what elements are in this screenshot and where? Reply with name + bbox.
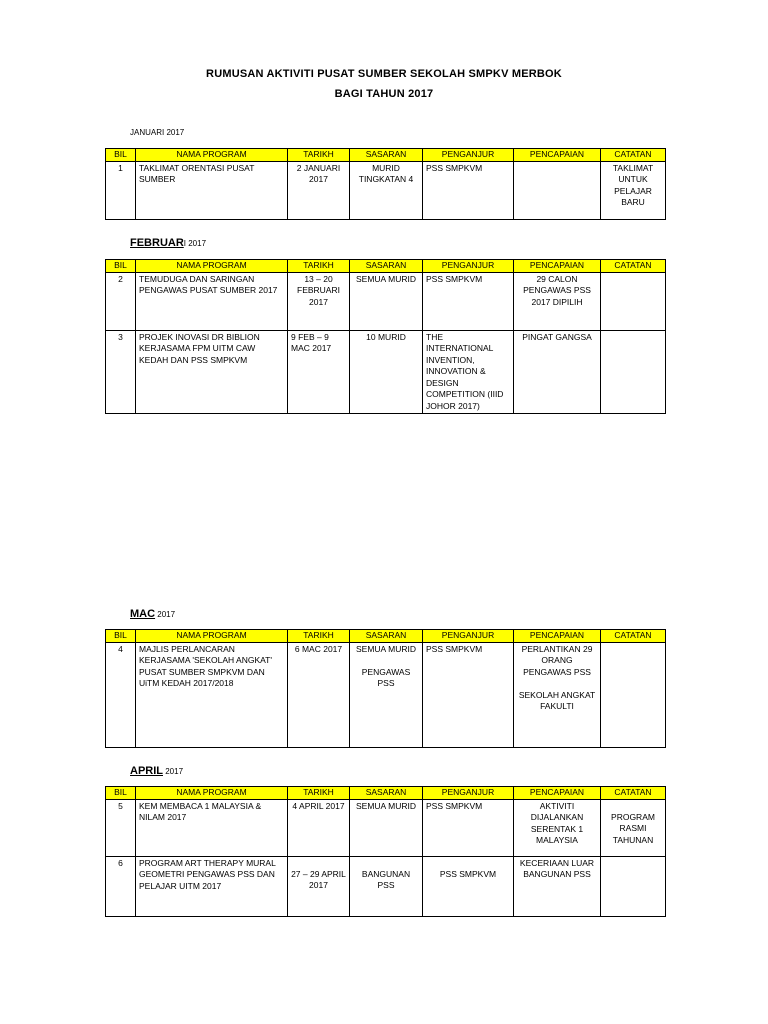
- cell-tarikh: 2 JANUARI 2017: [288, 161, 350, 219]
- cell-penganjur: PSS SMPKVM: [423, 799, 514, 856]
- header-nama-program: NAMA PROGRAM: [136, 787, 288, 800]
- month-label-januari: [130, 128, 184, 137]
- cell-bil: 2: [106, 272, 136, 330]
- cell-catatan: [601, 856, 666, 916]
- cell-program: PROJEK INOVASI DR BIBLION KERJASAMA FPM UITM CAW KEDAH DAN PSS SMPKVM: [136, 330, 288, 414]
- cell-program: KEM MEMBACA 1 MALAYSIA & NILAM 2017: [136, 799, 288, 856]
- header-catatan: CATATAN: [601, 630, 666, 643]
- header-sasaran: SASARAN: [350, 787, 423, 800]
- cell-program: PROGRAM ART THERAPY MURAL GEOMETRI PENGAWAS PSS DAN PELAJAR UITM 2017: [136, 856, 288, 916]
- cell-sasaran: BANGUNAN PSS: [350, 856, 423, 916]
- table-header-row: [106, 787, 666, 800]
- cell-catatan: [601, 642, 666, 747]
- header-penganjur: PENGANJUR: [423, 630, 514, 643]
- cell-pencapaian: [514, 161, 601, 219]
- month-year: 2017: [155, 610, 176, 619]
- cell-catatan: TAKLIMAT UNTUK PELAJAR BARU: [601, 161, 666, 219]
- activity-table-april: [105, 786, 666, 917]
- header-catatan: CATATAN: [601, 787, 666, 800]
- month-name: FEBRUAR: [130, 237, 184, 249]
- cell-sasaran: 10 MURID: [350, 330, 423, 414]
- cell-tarikh: 4 APRIL 2017: [288, 799, 350, 856]
- table-row: [106, 330, 666, 414]
- table-row: [106, 642, 666, 747]
- activity-table-januari: [105, 148, 666, 220]
- table-header-row: [106, 149, 666, 162]
- header-nama-program: NAMA PROGRAM: [136, 149, 288, 162]
- table-row: [106, 272, 666, 330]
- header-tarikh: TARIKH: [288, 260, 350, 273]
- month-year: I 2017: [183, 239, 207, 248]
- month-label-februari: [130, 237, 206, 249]
- cell-tarikh: 6 MAC 2017: [288, 642, 350, 747]
- header-catatan: CATATAN: [601, 149, 666, 162]
- cell-penganjur: PSS SMPKVM: [423, 161, 514, 219]
- cell-bil: 6: [106, 856, 136, 916]
- document-subtitle: BAGI TAHUN 2017: [334, 88, 434, 100]
- header-tarikh: TARIKH: [288, 630, 350, 643]
- cell-bil: 4: [106, 642, 136, 747]
- header-catatan: CATATAN: [601, 260, 666, 273]
- cell-penganjur: PSS SMPKVM: [423, 642, 514, 747]
- header-pencapaian: PENCAPAIAN: [514, 630, 601, 643]
- cell-penganjur: THE INTERNATIONAL INVENTION, INNOVATION & DESIGN COMPETITION (IIID JOHOR 2017): [423, 330, 514, 414]
- header-pencapaian: PENCAPAIAN: [514, 149, 601, 162]
- header-pencapaian: PENCAPAIAN: [514, 260, 601, 273]
- cell-sasaran: SEMUA MURID PENGAWAS PSS: [350, 642, 423, 747]
- header-penganjur: PENGANJUR: [423, 787, 514, 800]
- header-penganjur: PENGANJUR: [423, 149, 514, 162]
- header-bil: BIL: [106, 787, 136, 800]
- cell-pencapaian: PERLANTIKAN 29 ORANG PENGAWAS PSS SEKOLAH ANGKAT FAKULTI: [514, 642, 601, 747]
- header-pencapaian: PENCAPAIAN: [514, 787, 601, 800]
- table-row: [106, 799, 666, 856]
- month-name: APRIL: [130, 765, 163, 777]
- month-name: MAC: [130, 608, 156, 620]
- cell-pencapaian: AKTIVITI DIJALANKAN SERENTAK 1 MALAYSIA: [514, 799, 601, 856]
- header-tarikh: TARIKH: [288, 149, 350, 162]
- cell-catatan: PROGRAM RASMI TAHUNAN: [601, 799, 666, 856]
- header-penganjur: PENGANJUR: [423, 260, 514, 273]
- cell-tarikh: 27 – 29 APRIL 2017: [288, 856, 350, 916]
- header-bil: BIL: [106, 149, 136, 162]
- table-row: [106, 856, 666, 916]
- month-name: JANUARI 2017: [130, 128, 185, 137]
- month-year: 2017: [163, 767, 184, 776]
- cell-catatan: [601, 330, 666, 414]
- header-bil: BIL: [106, 630, 136, 643]
- table-row: [106, 161, 666, 219]
- cell-penganjur: PSS SMPKVM: [423, 272, 514, 330]
- header-sasaran: SASARAN: [350, 260, 423, 273]
- cell-tarikh: 9 FEB – 9 MAC 2017: [288, 330, 350, 414]
- cell-sasaran: SEMUA MURID: [350, 272, 423, 330]
- document-title: RUMUSAN AKTIVITI PUSAT SUMBER SEKOLAH SMPKV MERBOK: [206, 68, 562, 80]
- cell-bil: 5: [106, 799, 136, 856]
- cell-pencapaian: KECERIAAN LUAR BANGUNAN PSS: [514, 856, 601, 916]
- header-sasaran: SASARAN: [350, 630, 423, 643]
- cell-sasaran: MURID TINGKATAN 4: [350, 161, 423, 219]
- cell-program: TEMUDUGA DAN SARINGAN PENGAWAS PUSAT SUMBER 2017: [136, 272, 288, 330]
- header-nama-program: NAMA PROGRAM: [136, 630, 288, 643]
- cell-pencapaian: 29 CALON PENGAWAS PSS 2017 DIPILIH: [514, 272, 601, 330]
- cell-tarikh: 13 – 20 FEBRUARI 2017: [288, 272, 350, 330]
- month-label-mac: [130, 608, 175, 620]
- cell-catatan: [601, 272, 666, 330]
- cell-sasaran: SEMUA MURID: [350, 799, 423, 856]
- cell-program: MAJLIS PERLANCARAN KERJASAMA 'SEKOLAH ANGKAT' PUSAT SUMBER SMPKVM DAN UiTM KEDAH 2017/2018: [136, 642, 288, 747]
- table-header-row: [106, 630, 666, 643]
- month-label-april: [130, 765, 183, 777]
- cell-penganjur: PSS SMPKVM: [423, 856, 514, 916]
- cell-bil: 3: [106, 330, 136, 414]
- activity-table-mac: [105, 629, 666, 748]
- header-sasaran: SASARAN: [350, 149, 423, 162]
- header-tarikh: TARIKH: [288, 787, 350, 800]
- cell-pencapaian: PINGAT GANGSA: [514, 330, 601, 414]
- header-bil: BIL: [106, 260, 136, 273]
- header-nama-program: NAMA PROGRAM: [136, 260, 288, 273]
- cell-bil: 1: [106, 161, 136, 219]
- activity-table-februari: [105, 259, 666, 414]
- table-header-row: [106, 260, 666, 273]
- cell-program: TAKLIMAT ORENTASI PUSAT SUMBER: [136, 161, 288, 219]
